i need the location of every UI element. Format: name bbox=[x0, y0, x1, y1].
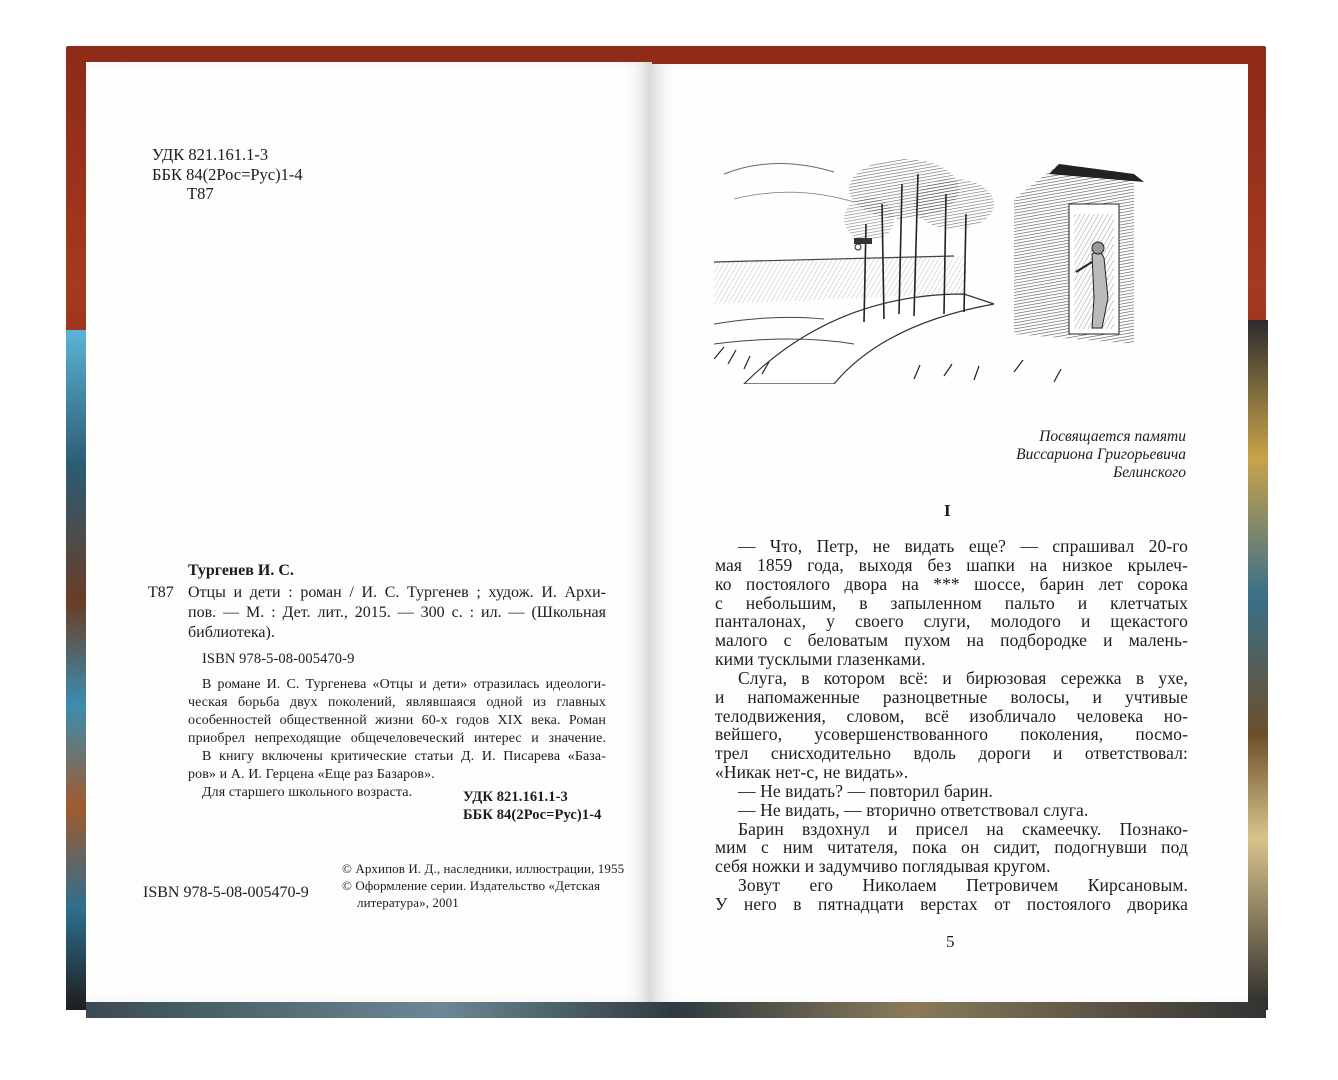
text-line-2: мая 1859 года, выходя без шапки на низкое крылеч- bbox=[715, 555, 1188, 575]
dedication-line-2: Виссариона Григорьевича bbox=[1016, 446, 1186, 463]
author-mark-top: Т87 bbox=[187, 184, 214, 203]
text-line-14: — Не видать? — повторил барин. bbox=[738, 781, 994, 801]
catalog-line-2: пов. — М. : Дет. лит., 2015. — 300 с. : ил. — (Школьная bbox=[188, 604, 606, 621]
catalog-line-3: библиотека). bbox=[188, 624, 275, 641]
isbn-footer: ISBN 978-5-08-005470-9 bbox=[143, 884, 309, 901]
catalog-line-1: Отцы и дети : роман / И. С. Тургенев ; худож. И. Архи- bbox=[188, 584, 606, 601]
author-heading: Тургенев И. С. bbox=[188, 562, 294, 579]
annotation-line-2: ческая борьба двух поколений, являвшаяся одной из главных bbox=[188, 695, 606, 710]
dedication-line-3: Белинского bbox=[1113, 464, 1186, 481]
text-line-4: с небольшим, в запыленном пальто и клетчатых bbox=[715, 593, 1188, 613]
chapter-number: I bbox=[944, 501, 951, 520]
annotation-line-5: В книгу включены критические статьи Д. И. Писарева «База- bbox=[202, 749, 606, 764]
annotation-line-6: ров» и А. И. Герцена «Еще раз Базаров». bbox=[188, 767, 435, 782]
text-line-17: мим с ним читателя, пока он сидит, подогнувши под bbox=[715, 837, 1188, 857]
bbk-code-bottom: ББК 84(2Рос=Рус)1-4 bbox=[463, 807, 602, 823]
text-line-1: — Что, Петр, не видать еще? — спрашивал 20-го bbox=[738, 536, 1188, 556]
annotation-line-3: особенностей общественной жизни 60-х годов XIX века. Роман bbox=[188, 713, 606, 728]
annotation-line-1: В романе И. С. Тургенева «Отцы и дети» отразилась идеологи- bbox=[202, 677, 606, 692]
text-line-11: вейшего, усовершенствованного поколения, посмо- bbox=[715, 724, 1188, 744]
page-number: 5 bbox=[946, 932, 955, 951]
call-letter: Т87 bbox=[148, 584, 174, 601]
copyright-line-2: © Оформление серии. Издательство «Детская bbox=[342, 878, 601, 893]
udk-code-bottom: УДК 821.161.1-3 bbox=[463, 789, 568, 805]
text-line-19: Зовут его Николаем Петровичем Кирсановым. bbox=[738, 875, 1188, 895]
text-line-6: малого с беловатым пухом на подбородке и малень- bbox=[715, 630, 1188, 650]
cover-edge-left bbox=[66, 330, 86, 1010]
text-line-10: телодвижения, словом, всё изобличало человека но- bbox=[715, 706, 1188, 726]
bbk-code-top: ББК 84(2Рос=Рус)1-4 bbox=[152, 165, 303, 184]
text-line-20: У него в пятнадцати верстах от постоялого дворика bbox=[715, 894, 1188, 914]
isbn-entry: ISBN 978-5-08-005470-9 bbox=[202, 651, 355, 667]
text-line-3: ко постоялого двора на *** шоссе, барин лет сорока bbox=[715, 574, 1188, 594]
text-line-8: Слуга, в котором всё: и бирюзовая сережка в ухе, bbox=[738, 668, 1188, 688]
text-line-9: и напомаженные разноцветные волосы, и учтивые bbox=[715, 687, 1188, 707]
copyright-line-1: © Архипов И. Д., наследники, иллюстрации, 1955 bbox=[342, 861, 625, 876]
annotation-line-7: Для старшего школьного возраста. bbox=[202, 785, 413, 800]
text-line-12: трел снисходительно вдоль дороги и ответствовал: bbox=[715, 743, 1188, 763]
udk-code-top: УДК 821.161.1-3 bbox=[152, 145, 269, 164]
annotation-line-4: приобрел непреходящие общечеловеческий интерес и значение. bbox=[188, 731, 606, 746]
text-line-13: «Никак нет-с, не видать». bbox=[715, 762, 909, 782]
text-line-15: — Не видать, — вторично ответствовал слуга. bbox=[738, 800, 1089, 820]
text-line-16: Барин вздохнул и присел на скамеечку. Познако- bbox=[738, 819, 1188, 839]
cover-edge-right bbox=[1246, 320, 1268, 1010]
text-line-5: панталонах, у своего слуги, молодого и щекастого bbox=[715, 611, 1188, 631]
text-line-7: кими тусклыми глазенками. bbox=[715, 649, 926, 669]
dedication-line-1: Посвящается памяти bbox=[1039, 428, 1186, 445]
landscape-illustration bbox=[714, 144, 1154, 384]
copyright-line-3: литература», 2001 bbox=[357, 895, 459, 910]
text-line-18: себя ножки и задумчиво поглядывая кругом. bbox=[715, 856, 1051, 876]
